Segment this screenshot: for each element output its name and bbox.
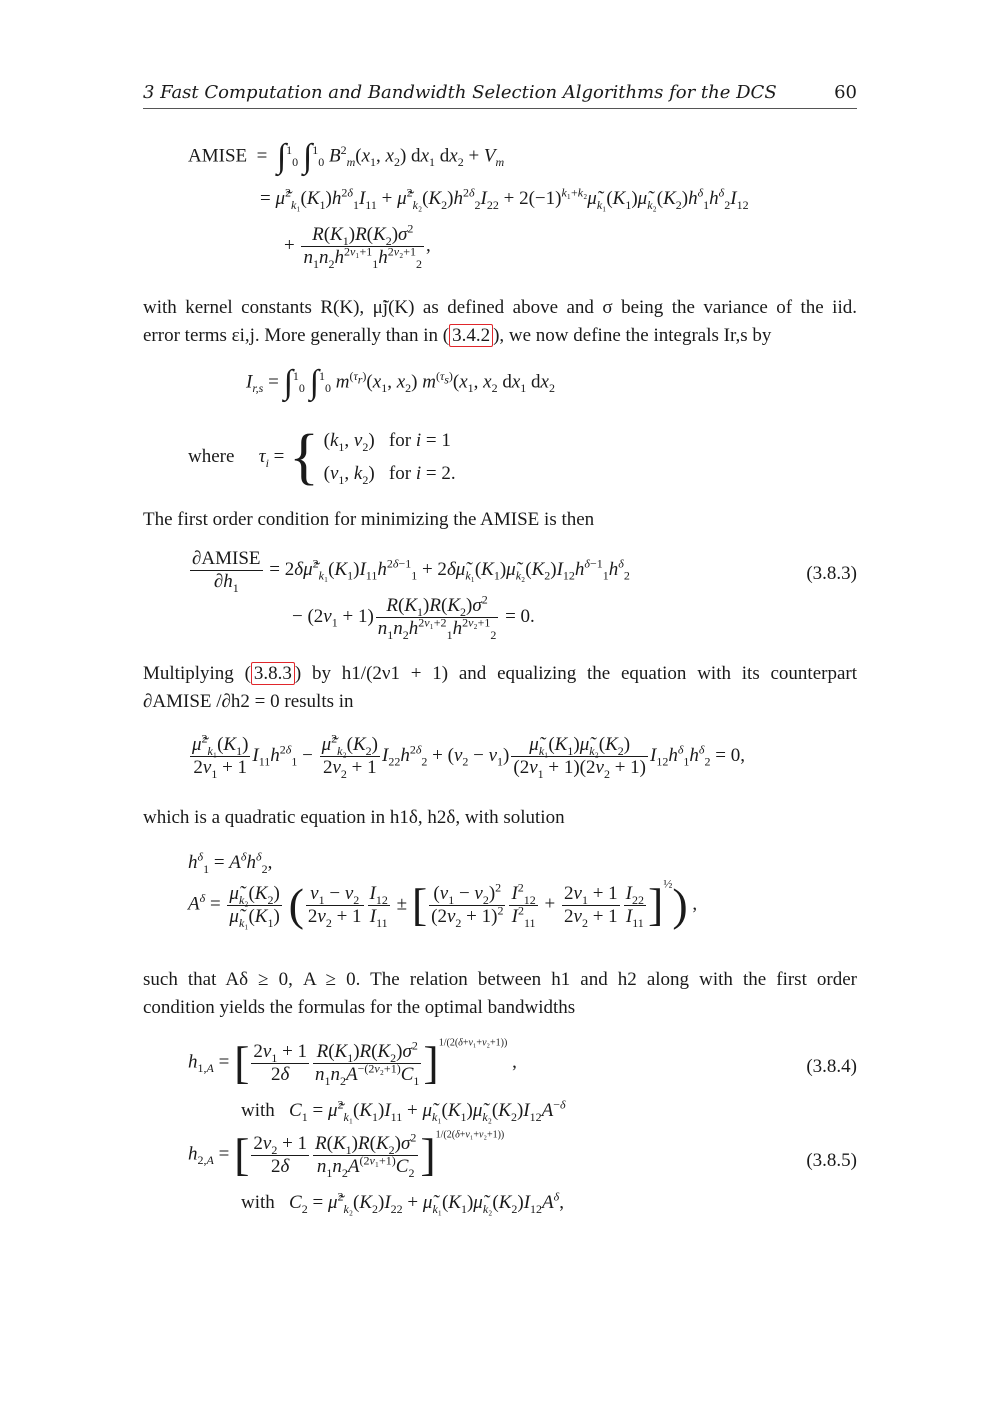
bandwidth-h2-equation: $h_{2,A}$ = [ $\frac{2\nu_2 + 1}{2\delta}$ $\frac{R(K_1)R(K_2)\sigma^2}{n_1n_2A^{(2\nu_1+1)}C_2}$ ]$^{1/(2(\delta+\nu_1+\nu_2+1))}$ <box>188 1129 505 1180</box>
c1-definition: with $C_1$ = $\mũ^2_{k_1}(K_1)I_{11}$ + $\mũ_{k_1}(K_1)\mũ_{k_2}(K_2)I_{12}A^{-\delta}$ <box>241 1097 566 1124</box>
paragraph-line: with kernel constants R(K), μ̃j(K) as defined above and σ being the variance of the iid. <box>143 297 857 318</box>
paragraph-quadratic: which is a quadratic equation in h1δ, h2δ, with solution <box>143 807 565 828</box>
paragraph-multiplying-line2: ∂AMISE /∂h2 = 0 results in <box>143 691 354 712</box>
running-header <box>143 82 857 109</box>
paragraph-relation-line2: condition yields the formulas for the optimal bandwidths <box>143 997 576 1018</box>
equalized-equation: $\frac{\mũ^2_{k_1}(K_1)}{2\nu_1 + 1}$ $I_{11}h^{2\delta}_1$ − $\frac{\mũ^2_{k_2}(K_2)}{2\nu_2 + 1}$ $I_{22}h^{2\delta}_2 + (\nu_2 - \nu_1)$ $\frac{\mũ_{k_1}(K_1)\mũ_{k_2}(K_2)}{(2\nu_1 + 1)(2\nu_2 + 1)}$ $I_{12}h^\delta_1h^\delta_2 = 0$, <box>192 731 745 781</box>
paragraph-kernel-constants <box>143 294 857 322</box>
paragraph-relation: such that Aδ ≥ 0, A ≥ 0. The relation between h1 and h2 along with the first order <box>143 969 857 990</box>
integral-definition-equation: $I_{r,s} = \int^1_0$ ∫$^1_0$ $m^{(\tau_r)}(x_1$, $x_2$) $m^{(\tau_s)}(x_1$, $x_2$ $dx_1$ $dx_2$ <box>246 364 555 401</box>
equation-reference-link[interactable]: 3.4.2 <box>449 324 493 347</box>
paragraph-multiplying: Multiplying ( 3.8.3 ) by h1/(2ν1 + 1) and equalizing the equation with its counterpart <box>143 663 857 684</box>
tau-cases-equation: where $\tau_i$ = { ($k_1$, $\nu_2$) for i = 1 ($\nu_1$, $k_2$) for i = 2. <box>188 423 456 491</box>
paragraph-integrals-line: error terms εi,j. More generally than in ( 3.4.2 ), we now define the integrals Ir,s by <box>143 325 772 346</box>
equation-reference-link[interactable]: 3.8.3 <box>251 662 295 685</box>
amise-equation: AMISE = ∫$^1_0$ ∫$^1_0$ $B^2_m(x_1$, $x_2$) $dx_1$ $dx_2 + V_m$ = $\mũ^2_{k_1}(K_1)h^{2\delta}_1I_{11}$ + $\mũ^2_{k_2}(K_2)h^{2\delta}_2I_{22}$ + $2(-1)^{k_1+k_2}\mũ_{k_1}(K_1)\mũ_{k_2}(K_2)h^\delta_1h^\delta_2I_{12}$ + $\frac{R(K_1)R(K_2)\sigma^2}{n_1n_2h^{2\nu_1+1}_1h^{2\nu_2+1}_2}$ , <box>188 138 749 271</box>
first-order-condition-equation: $\frac{\text{∂AMISE}}{\partial h_1}$ = $2\delta\mũ^2_{k_1}(K_1)I_{11}h^{2\delta-1}_1$ + $2\delta\mũ_{k_1}(K_1)\mũ_{k_2}(K_2)I_{12}h^{\delta-1}_1h^\delta_2$ − $(2\nu_1 + 1)$ $\frac{R(K_1)R(K_2)\sigma^2}{n_1n_2h^{2\nu_1+2}_1h^{2\nu_2+1}_2}$ = 0. <box>192 548 630 642</box>
equation-number: (3.8.3) <box>806 563 857 584</box>
equation-number: (3.8.5) <box>806 1150 857 1171</box>
equation-number: (3.8.4) <box>806 1056 857 1077</box>
bandwidth-h1-equation: $h_{1,A}$ = [ $\frac{2\nu_1 + 1}{2\delta}$ $\frac{R(K_1)R(K_2)\sigma^2}{n_1n_2A^{-(2\nu_2+1)}C_1}$ ]$^{1/(2(\delta+\nu_1+\nu_2+1))}$ , <box>188 1037 517 1088</box>
chapter-title: 3 Fast Computation and Bandwidth Selection Algorithms for the DCS <box>143 82 777 103</box>
c2-definition: with $C_2$ = $\mũ^2_{k_2}(K_2)I_{22}$ + $\mũ_{k_1}(K_1)\mũ_{k_2}(K_2)I_{12}A^\delta$, <box>241 1189 564 1216</box>
page-number: 60 <box>834 82 857 103</box>
paragraph-first-order: The first order condition for minimizing the AMISE is then <box>143 509 595 530</box>
solution-equation: $h^\delta_1 = A^\delta h^\delta_2$, $A^\delta$ = $\frac{\mũ_{k_2}(K_2)}{\mũ_{k_1}(K_1)}$ ( $\frac{\nu_1 - \nu_2}{2\nu_2 + 1}$ $\frac{I_{12}}{I_{11}}$ ± [ $\frac{(\nu_1 - \nu_2)^2}{(2\nu_2 + 1)^2}$ $\frac{I^2_{12}}{I^2_{11}}$ + $\frac{2\nu_1 + 1}{2\nu_2 + 1}$ $\frac{I_{22}}{I_{11}}$ ]$^{\frac{1}{2}}$) , <box>188 849 698 930</box>
